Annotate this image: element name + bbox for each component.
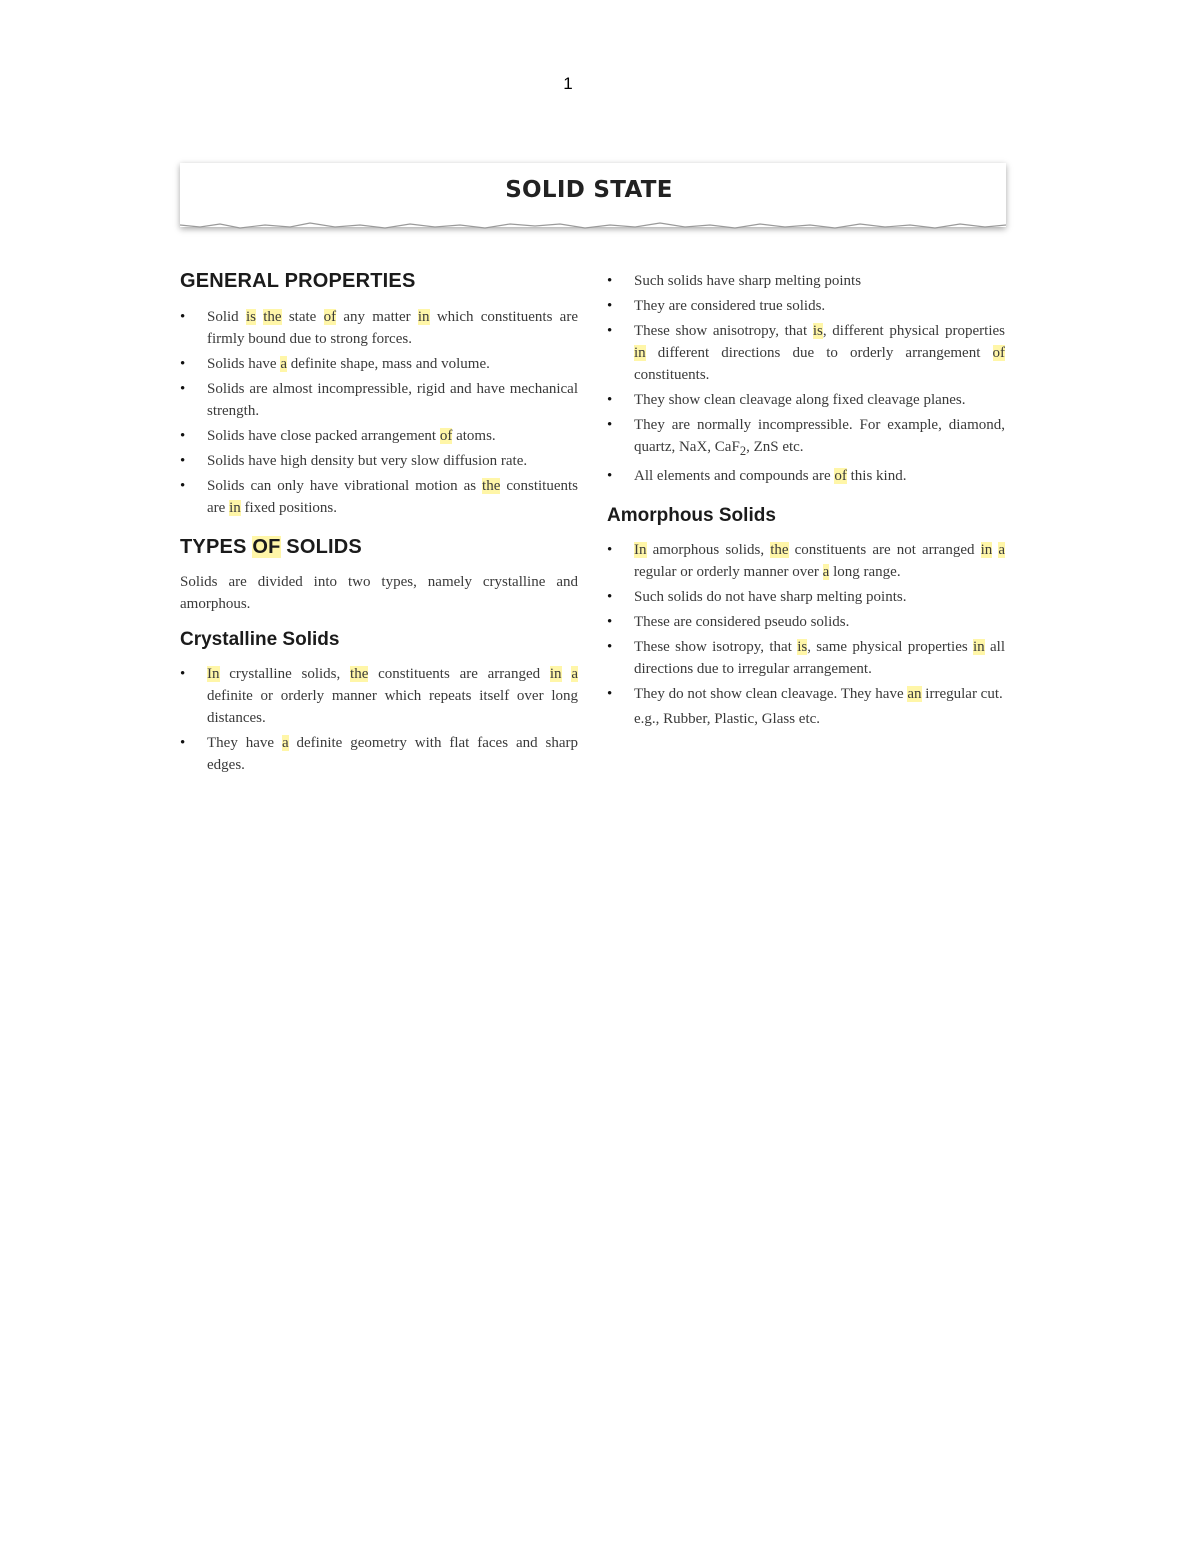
highlighted-word: of	[834, 468, 847, 484]
list-item: • Solids can only have vibrational motion as the constituents are in fixed positions.	[180, 475, 578, 519]
list-item: • These are considered pseudo solids.	[607, 611, 1005, 633]
highlighted-word: is	[797, 639, 808, 655]
highlighted-word: a	[571, 666, 579, 682]
highlighted-word: is	[245, 309, 256, 325]
crystalline-heading: Crystalline Solids	[180, 629, 340, 650]
highlighted-word: of	[323, 309, 337, 325]
highlighted-word: In	[634, 542, 647, 558]
highlighted-word: in	[417, 309, 430, 325]
amorphous-list	[607, 539, 1005, 705]
highlighted-word: a	[822, 564, 830, 580]
highlighted-word: in	[229, 500, 241, 516]
list-item: • They show clean cleavage along fixed cleavage planes.	[607, 389, 1005, 411]
document-title: SOLID STATE	[505, 177, 673, 203]
highlighted-word: of	[439, 428, 453, 444]
list-item: • These show isotropy, that is, same physical properties in all directions due to irregular arrangement.	[607, 636, 1005, 680]
highlighted-word: a	[281, 735, 289, 751]
list-item: • In crystalline solids, the constituents are arranged in a definite or orderly manner which repeats itself over long distances.	[180, 663, 578, 729]
highlighted-word: the	[770, 542, 789, 558]
list-item: • Solids are almost incompressible, rigid and have mechanical strength.	[180, 378, 578, 422]
amorphous-heading: Amorphous Solids	[607, 505, 776, 526]
highlighted-word: in	[973, 639, 985, 655]
highlighted-word: In	[207, 666, 220, 682]
general-properties-list	[180, 306, 578, 519]
subscript: 2	[739, 444, 747, 458]
highlighted-word: in	[549, 666, 562, 682]
left-column	[180, 270, 578, 779]
title-banner	[180, 163, 1006, 227]
right-column	[607, 270, 1005, 730]
list-item: • They are considered true solids.	[607, 295, 1005, 317]
list-item: • They are normally incompressible. For example, diamond, quartz, NaX, CaF$_2$, ZnS etc.	[607, 414, 1005, 462]
highlighted-word: in	[980, 542, 993, 558]
highlighted-word: the	[482, 478, 501, 494]
types-of-solids-heading: TYPES OF SOLIDS	[180, 536, 362, 558]
highlighted-word: the	[263, 309, 282, 325]
crystalline-list	[180, 663, 578, 776]
list-item: • All elements and compounds are of this kind.	[607, 465, 1005, 487]
highlighted-word: in	[634, 345, 646, 361]
highlighted-word: is	[812, 323, 823, 339]
list-item: • They do not show clean cleavage. They have an irregular cut.	[607, 683, 1005, 705]
page-number: 1	[563, 74, 573, 93]
highlighted-word: a	[280, 356, 288, 372]
general-properties-heading: GENERAL PROPERTIES	[180, 270, 416, 292]
highlighted-word: an	[907, 686, 922, 702]
highlighted-word: the	[350, 666, 369, 682]
list-item: • They have a definite geometry with flat faces and sharp edges.	[180, 732, 578, 776]
list-item: • Such solids do not have sharp melting points.	[607, 586, 1005, 608]
highlighted-word: of	[992, 345, 1005, 361]
crystalline-continued-list	[607, 270, 1005, 487]
highlighted-word: a	[998, 542, 1005, 558]
highlighted-word: OF	[252, 536, 281, 558]
list-item: • In amorphous solids, the constituents are not arranged in a regular or orderly manner over a long range.	[607, 539, 1005, 583]
list-item: • Solids have high density but very slow diffusion rate.	[180, 450, 578, 472]
types-intro: Solids are divided into two types, namely crystalline and amorphous.	[180, 574, 578, 612]
list-item: • Solids have a definite shape, mass and volume.	[180, 353, 578, 375]
list-item: • Solids have close packed arrangement of atoms.	[180, 425, 578, 447]
amorphous-example: e.g., Rubber, Plastic, Glass etc.	[634, 711, 821, 727]
list-item: • These show anisotropy, that is, different physical properties in different directions due to orderly arrangement of constituents.	[607, 320, 1005, 386]
torn-edge-decoration	[180, 221, 1006, 233]
list-item: • Such solids have sharp melting points	[607, 270, 1005, 292]
list-item: • Solid is the state of any matter in which constituents are firmly bound due to strong forces.	[180, 306, 578, 350]
